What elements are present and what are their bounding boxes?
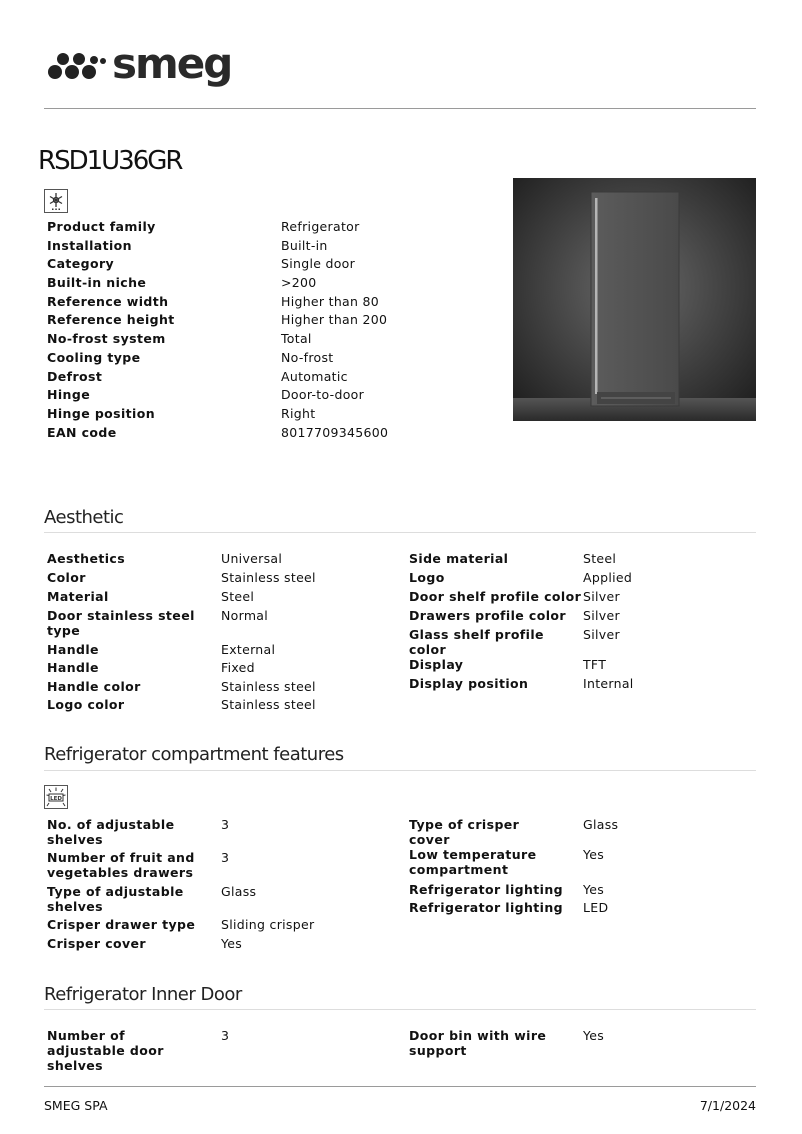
- spec-row: [47, 608, 377, 642]
- spec-row: [47, 406, 407, 425]
- footer-company: SMEG SPA: [44, 1098, 108, 1113]
- spec-label: Refrigerator lighting: [409, 900, 564, 915]
- spec-label: Door bin with wire support: [409, 1028, 547, 1058]
- spec-row: [47, 679, 377, 697]
- spec-row: [47, 238, 407, 257]
- spec-label: Crisper cover: [47, 936, 146, 951]
- spec-value: Stainless steel: [221, 570, 316, 585]
- spec-label: Low temperature compartment: [409, 847, 537, 877]
- spec-value: TFT: [583, 657, 607, 672]
- spec-row: [409, 1028, 749, 1062]
- spec-row: [47, 917, 377, 936]
- product-photo: [513, 178, 756, 421]
- inner-door-spec-table-right: [409, 1028, 749, 1062]
- spec-value: Yes: [583, 882, 605, 897]
- product-model-title: RSD1U36GR: [38, 146, 182, 176]
- spec-row: [409, 847, 749, 882]
- spec-label: Reference height: [47, 312, 175, 328]
- spec-value: Refrigerator: [281, 219, 360, 234]
- spec-label: Handle: [47, 660, 99, 675]
- aesthetic-spec-table-left: [47, 551, 377, 715]
- spec-label: Category: [47, 256, 115, 272]
- spec-value: Right: [281, 405, 316, 421]
- spec-value: 3: [221, 1028, 230, 1043]
- spec-row: [47, 1028, 377, 1073]
- spec-row: [409, 817, 749, 847]
- spec-value: Steel: [221, 589, 255, 604]
- spec-row: [47, 219, 407, 238]
- spec-label: EAN code: [47, 424, 117, 440]
- spec-value: Glass: [221, 884, 257, 899]
- section-title-aesthetic: Aesthetic: [44, 507, 124, 528]
- spec-row: [409, 627, 749, 657]
- spec-label: Logo: [409, 570, 445, 585]
- spec-value: Applied: [583, 570, 633, 585]
- spec-label: Defrost: [47, 368, 103, 384]
- spec-value: Higher than 200: [281, 312, 388, 328]
- spec-value: Single door: [281, 256, 356, 272]
- spec-value: 3: [221, 817, 230, 832]
- spec-value: Universal: [221, 551, 283, 566]
- spec-value: Door-to-door: [281, 387, 365, 403]
- spec-row: [47, 256, 407, 275]
- spec-label: Handle color: [47, 679, 141, 694]
- spec-label: Installation: [47, 237, 132, 253]
- spec-value: Silver: [583, 589, 620, 604]
- spec-label: Crisper drawer type: [47, 917, 196, 932]
- spec-value: Yes: [221, 936, 243, 951]
- spec-value: 8017709345600: [281, 424, 389, 440]
- spec-value: Stainless steel: [221, 697, 316, 712]
- spec-value: Sliding crisper: [221, 917, 315, 932]
- spec-value: Fixed: [221, 660, 255, 675]
- spec-value: No-frost: [281, 349, 334, 365]
- spec-label: Door shelf profile color: [409, 589, 582, 604]
- spec-label: Display position: [409, 676, 529, 691]
- spec-value: Yes: [583, 847, 605, 862]
- spec-value: Normal: [221, 608, 269, 623]
- spec-row: [47, 275, 407, 294]
- spec-label: Logo color: [47, 697, 125, 712]
- spec-row: [409, 570, 749, 589]
- spec-row: [409, 589, 749, 608]
- smeg-logo: [46, 40, 246, 92]
- spec-row: [409, 657, 749, 676]
- spec-value: Glass: [583, 817, 619, 832]
- spec-label: Type of adjustable shelves: [47, 884, 184, 914]
- spec-row: [47, 850, 377, 884]
- spec-row: [47, 884, 377, 917]
- led-icon: [44, 785, 68, 809]
- spec-value: >200: [281, 275, 317, 291]
- spec-row: [47, 642, 377, 660]
- svg-text:smeg: smeg: [112, 40, 232, 88]
- spec-label: Refrigerator lighting: [409, 882, 564, 897]
- footer-date: 7/1/2024: [699, 1098, 756, 1113]
- spec-row: [47, 294, 407, 313]
- spec-label: Door stainless steel type: [47, 608, 195, 638]
- spec-value: Internal: [583, 676, 634, 691]
- section-divider: [44, 770, 756, 771]
- spec-value: LED: [583, 900, 609, 915]
- header-divider: [44, 108, 756, 109]
- spec-row: [47, 387, 407, 406]
- spec-label: Glass shelf profile color: [409, 627, 544, 657]
- spec-row: [47, 369, 407, 388]
- refrigerator-spec-table-right: [409, 817, 749, 918]
- spec-row: [47, 570, 377, 589]
- spec-label: Aesthetics: [47, 551, 126, 566]
- spec-value: Stainless steel: [221, 679, 316, 694]
- svg-text:LED: LED: [50, 795, 62, 802]
- refrigerator-spec-table-left: [47, 817, 377, 955]
- spec-value: Higher than 80: [281, 293, 380, 309]
- spec-label: Side material: [409, 551, 509, 566]
- spec-row: [47, 551, 377, 570]
- spec-label: Built-in niche: [47, 275, 147, 291]
- spec-value: Yes: [583, 1028, 605, 1043]
- spec-value: Steel: [583, 551, 617, 566]
- spec-row: [409, 900, 749, 918]
- spec-label: Number of fruit and vegetables drawers: [47, 850, 195, 880]
- spec-label: Hinge position: [47, 405, 156, 421]
- spec-row: [409, 608, 749, 627]
- section-divider: [44, 532, 756, 533]
- section-title-inner-door: Refrigerator Inner Door: [44, 984, 242, 1005]
- snowflake-icon: [44, 189, 68, 213]
- spec-label: Color: [47, 570, 86, 585]
- spec-label: Display: [409, 657, 464, 672]
- spec-label: Product family: [47, 219, 156, 234]
- spec-label: Hinge: [47, 387, 91, 403]
- spec-row: [47, 350, 407, 369]
- spec-row: [47, 660, 377, 679]
- spec-row: [47, 312, 407, 331]
- spec-value: Silver: [583, 608, 620, 623]
- spec-value: Built-in: [281, 237, 328, 253]
- spec-label: Type of crisper cover: [409, 817, 520, 847]
- spec-row: [409, 676, 749, 695]
- spec-value: Total: [281, 331, 312, 347]
- spec-row: [47, 589, 377, 608]
- spec-label: No-frost system: [47, 331, 166, 347]
- spec-value: External: [221, 642, 276, 657]
- spec-value: Automatic: [281, 368, 348, 384]
- spec-label: Cooling type: [47, 349, 141, 365]
- spec-label: No. of adjustable shelves: [47, 817, 175, 847]
- footer-divider: [44, 1086, 756, 1087]
- spec-label: Drawers profile color: [409, 608, 566, 623]
- spec-row: [409, 551, 749, 570]
- spec-row: [47, 697, 377, 715]
- spec-row: [47, 331, 407, 350]
- overview-spec-table: [47, 219, 407, 443]
- aesthetic-spec-table-right: [409, 551, 749, 695]
- spec-row: [409, 882, 749, 900]
- spec-value: Silver: [583, 627, 620, 642]
- section-divider: [44, 1009, 756, 1010]
- spec-value: 3: [221, 850, 230, 865]
- spec-row: [47, 936, 377, 955]
- section-title-refrigerator-compartment: Refrigerator compartment features: [44, 744, 344, 765]
- spec-label: Handle: [47, 642, 99, 657]
- spec-label: Number of adjustable door shelves: [47, 1028, 164, 1073]
- spec-label: Material: [47, 589, 109, 604]
- spec-label: Reference width: [47, 293, 169, 309]
- spec-row: [47, 425, 407, 444]
- spec-row: [47, 817, 377, 850]
- inner-door-spec-table-left: [47, 1028, 377, 1073]
